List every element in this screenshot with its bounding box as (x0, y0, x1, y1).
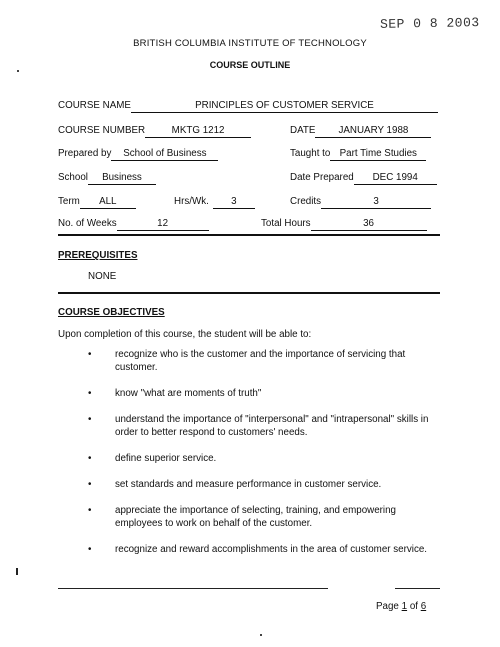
credits-row (290, 191, 431, 209)
received-date-stamp: SEP 0 8 2003 (379, 15, 480, 32)
bullet-icon: • (88, 349, 92, 360)
date-prepared-row (290, 167, 437, 185)
bullet-icon: • (88, 388, 92, 399)
document-title: COURSE OUTLINE (209, 60, 291, 70)
list-item (88, 504, 443, 530)
course-number-row (58, 120, 251, 138)
bullet-icon: • (88, 544, 92, 555)
prepared-by-row (58, 143, 218, 161)
page-total: 6 (420, 601, 427, 612)
hours-per-week-row (174, 191, 255, 209)
bullet-icon: • (88, 505, 92, 516)
school-value: Business (88, 172, 156, 185)
list-item (88, 413, 443, 439)
page-of-label: of (409, 601, 418, 612)
objective-text: recognize who is the customer and the importance of servicing that customer. (115, 349, 406, 373)
course-name-value: PRINCIPLES OF CUSTOMER SERVICE (131, 100, 438, 113)
bullet-icon: • (88, 414, 92, 425)
objective-text: set standards and measure performance in customer service. (115, 479, 382, 490)
date-prepared-label: Date Prepared (290, 172, 354, 183)
weeks-row (58, 213, 209, 231)
bullet-icon: • (88, 479, 92, 490)
page-label: Page (376, 601, 399, 612)
list-item (88, 543, 443, 556)
list-item (88, 348, 443, 374)
weeks-label: No. of Weeks (58, 218, 117, 229)
date-label: DATE (290, 125, 316, 136)
course-number-label: COURSE NUMBER (58, 125, 146, 136)
objective-text: appreciate the importance of selecting, training, and empowering employees to work on behalf of the customer. (115, 505, 397, 529)
scan-speck (260, 634, 262, 636)
list-item (88, 478, 443, 491)
credits-label: Credits (290, 196, 322, 207)
total-hours-value: 36 (311, 218, 427, 231)
taught-to-row (290, 143, 426, 161)
course-name-label: COURSE NAME (58, 100, 131, 111)
date-value: JANUARY 1988 (315, 125, 431, 138)
weeks-value: 12 (117, 218, 209, 231)
institution-name: BRITISH COLUMBIA INSTITUTE OF TECHNOLOGY (133, 38, 367, 49)
total-hours-row (261, 213, 427, 231)
objectives-list (88, 348, 443, 569)
prerequisites-value: NONE (88, 271, 117, 282)
objectives-intro: Upon completion of this course, the student will be able to: (58, 329, 312, 340)
section-divider (58, 234, 440, 236)
taught-to-value: Part Time Studies (330, 148, 426, 161)
hours-per-week-value: 3 (213, 196, 255, 209)
objective-text: define superior service. (115, 453, 217, 464)
section-divider (58, 292, 440, 294)
footer-rule-right (395, 588, 440, 589)
scan-speck (17, 70, 19, 72)
page-number (376, 601, 426, 612)
page-current: 1 (401, 601, 408, 612)
list-item (88, 387, 443, 400)
objective-text: know "what are moments of truth" (115, 388, 262, 399)
credits-value: 3 (321, 196, 431, 209)
bullet-icon: • (88, 453, 92, 464)
objective-text: understand the importance of "interpersonal" and "intrapersonal" skills in order to better respond to customers' needs. (115, 414, 429, 438)
prepared-by-value: School of Business (111, 148, 218, 161)
term-row (58, 191, 136, 209)
term-value: ALL (80, 196, 136, 209)
total-hours-label: Total Hours (261, 218, 311, 229)
school-label: School (58, 172, 88, 183)
course-name-row (58, 95, 438, 113)
course-number-value: MKTG 1212 (145, 125, 251, 138)
prerequisites-heading: PREREQUISITES (58, 250, 138, 261)
scan-mark (16, 568, 18, 575)
prepared-by-label: Prepared by (58, 148, 112, 159)
hours-per-week-label: Hrs/Wk. (174, 196, 209, 207)
objective-text: recognize and reward accomplishments in the area of customer service. (115, 544, 428, 555)
list-item (88, 452, 443, 465)
term-label: Term (58, 196, 80, 207)
date-prepared-value: DEC 1994 (354, 172, 437, 185)
objectives-heading: COURSE OBJECTIVES (58, 307, 165, 318)
date-row (290, 120, 431, 138)
school-row (58, 167, 156, 185)
taught-to-label: Taught to (290, 148, 331, 159)
footer-rule-left (58, 588, 328, 589)
